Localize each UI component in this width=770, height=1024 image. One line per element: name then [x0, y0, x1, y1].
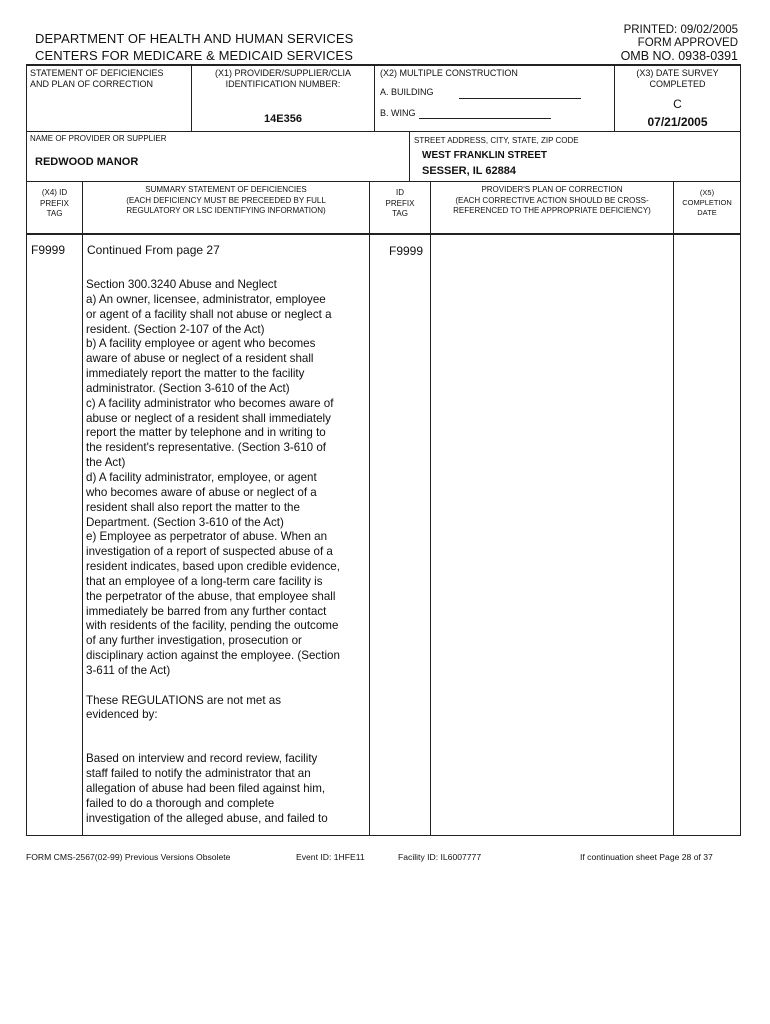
address-city: SESSER, IL 62884	[422, 165, 516, 177]
footer-form: FORM CMS-2567(02-99) Previous Versions Obsolete	[26, 852, 231, 862]
x1-label: (X1) PROVIDER/SUPPLIER/CLIA IDENTIFICATION NUMBER:	[214, 68, 352, 89]
row-divider-1	[26, 131, 741, 132]
x3-label: (X3) DATE SURVEY COMPLETED	[636, 68, 719, 89]
col-divider-1	[82, 181, 83, 836]
footer-event-id: Event ID: 1HFE11	[296, 852, 365, 862]
survey-date: 07/21/2005	[647, 115, 708, 129]
col-header-x5: (X5) COMPLETION DATE	[682, 188, 732, 217]
agency-title: CENTERS FOR MEDICARE & MEDICAID SERVICES	[35, 48, 353, 63]
col-header-plan: PROVIDER'S PLAN OF CORRECTION (EACH CORRECTIVE ACTION SHOULD BE CROSS- REFERENCED TO THE APPROPRIATE DEFICIENCY)	[453, 185, 651, 215]
section-paragraph: Section 300.3240 Abuse and Neglect a) An owner, licensee, administrator, employee or agent of a facility shall not abuse or neglect a resident. (Section 2-107 of the Act) b) A facility employee or agent who becomes aware of abuse or neglect of a resident shall immediately report the matter to the facility administrator. (Section 3-610 of the Act) c) A facility administrator who becomes aware of abuse or neglect of a resident shall immediately report the matter by telephone and in writing to the resident's representative. (Section 3-610 of the Act) d) A facility administrator, employee, or agent who becomes aware of abuse or neglect of a resident shall also report the matter to the Department. (Section 3-610 of the Act) e) Employee as perpetrator of abuse. When an investigation of a report of suspected abuse of a resident indicates, based upon credible evidence, that an employee of a long-term care facility is the perpetrator of the abuse, that employee shall immediately be barred from any further contact with residents of the facility, pending the outcome of any further investigation, prosecution or disciplinary action against the employee. (Section 3-611 of the Act)	[86, 278, 340, 677]
column-header-bottom	[26, 233, 741, 235]
table-top-border	[26, 64, 741, 66]
footer-facility-id: Facility ID: IL6007777	[398, 852, 482, 862]
address-street: WEST FRANKLIN STREET	[422, 150, 547, 161]
building-underline	[459, 98, 581, 99]
wing-underline	[419, 118, 551, 119]
address-label: STREET ADDRESS, CITY, STATE, ZIP CODE	[414, 136, 579, 145]
table-right-border	[740, 64, 741, 836]
x2-label: (X2) MULTIPLE CONSTRUCTION	[380, 68, 518, 78]
col-divider-4	[673, 181, 674, 836]
regulations-paragraph: These REGULATIONS are not met as evidenced by:	[86, 693, 282, 722]
row-divider-2	[26, 181, 741, 182]
col-header-id: ID PREFIX TAG	[385, 188, 415, 218]
form-approved: FORM APPROVED	[637, 37, 738, 49]
provider-id: 14E356	[264, 113, 302, 125]
continued-text: Continued From page 27	[87, 243, 220, 257]
header-right	[621, 24, 738, 63]
divider-x2	[374, 64, 375, 132]
omb-number: OMB NO. 0938-0391	[620, 49, 738, 63]
department-title: DEPARTMENT OF HEALTH AND HUMAN SERVICES	[35, 31, 354, 46]
survey-letter: C	[673, 97, 682, 111]
provider-name: REDWOOD MANOR	[35, 156, 139, 168]
col-header-x4: (X4) ID PREFIX TAG	[40, 188, 69, 218]
printed-date: PRINTED: 09/02/2005	[623, 24, 738, 36]
building-label: A. BUILDING	[380, 87, 434, 97]
col-divider-2	[369, 181, 370, 836]
col-header-summary: SUMMARY STATEMENT OF DEFICIENCIES (EACH DEFICIENCY MUST BE PRECEEDED BY FULL REGULATORY OR LSC IDENTIFYING INFORMATION)	[126, 185, 326, 215]
divider-address	[409, 131, 410, 182]
prefix-tag-right: F9999	[389, 244, 424, 258]
col-divider-3	[430, 181, 431, 836]
deficiency-text	[86, 278, 368, 841]
findings-paragraph: Based on interview and record review, facility staff failed to notify the administrator that an allegation of abuse had been filed against him, failed to do a thorough and complete investigation of the alleged abuse, and failed to	[86, 752, 328, 825]
wing-label: B. WING	[380, 108, 416, 118]
prefix-tag-left: F9999	[31, 243, 66, 257]
statement-label: STATEMENT OF DEFICIENCIES AND PLAN OF CORRECTION	[30, 68, 164, 89]
provider-name-label: NAME OF PROVIDER OR SUPPLIER	[30, 134, 167, 143]
footer-page: If continuation sheet Page 28 of 37	[580, 852, 713, 862]
table-left-border	[26, 64, 27, 836]
